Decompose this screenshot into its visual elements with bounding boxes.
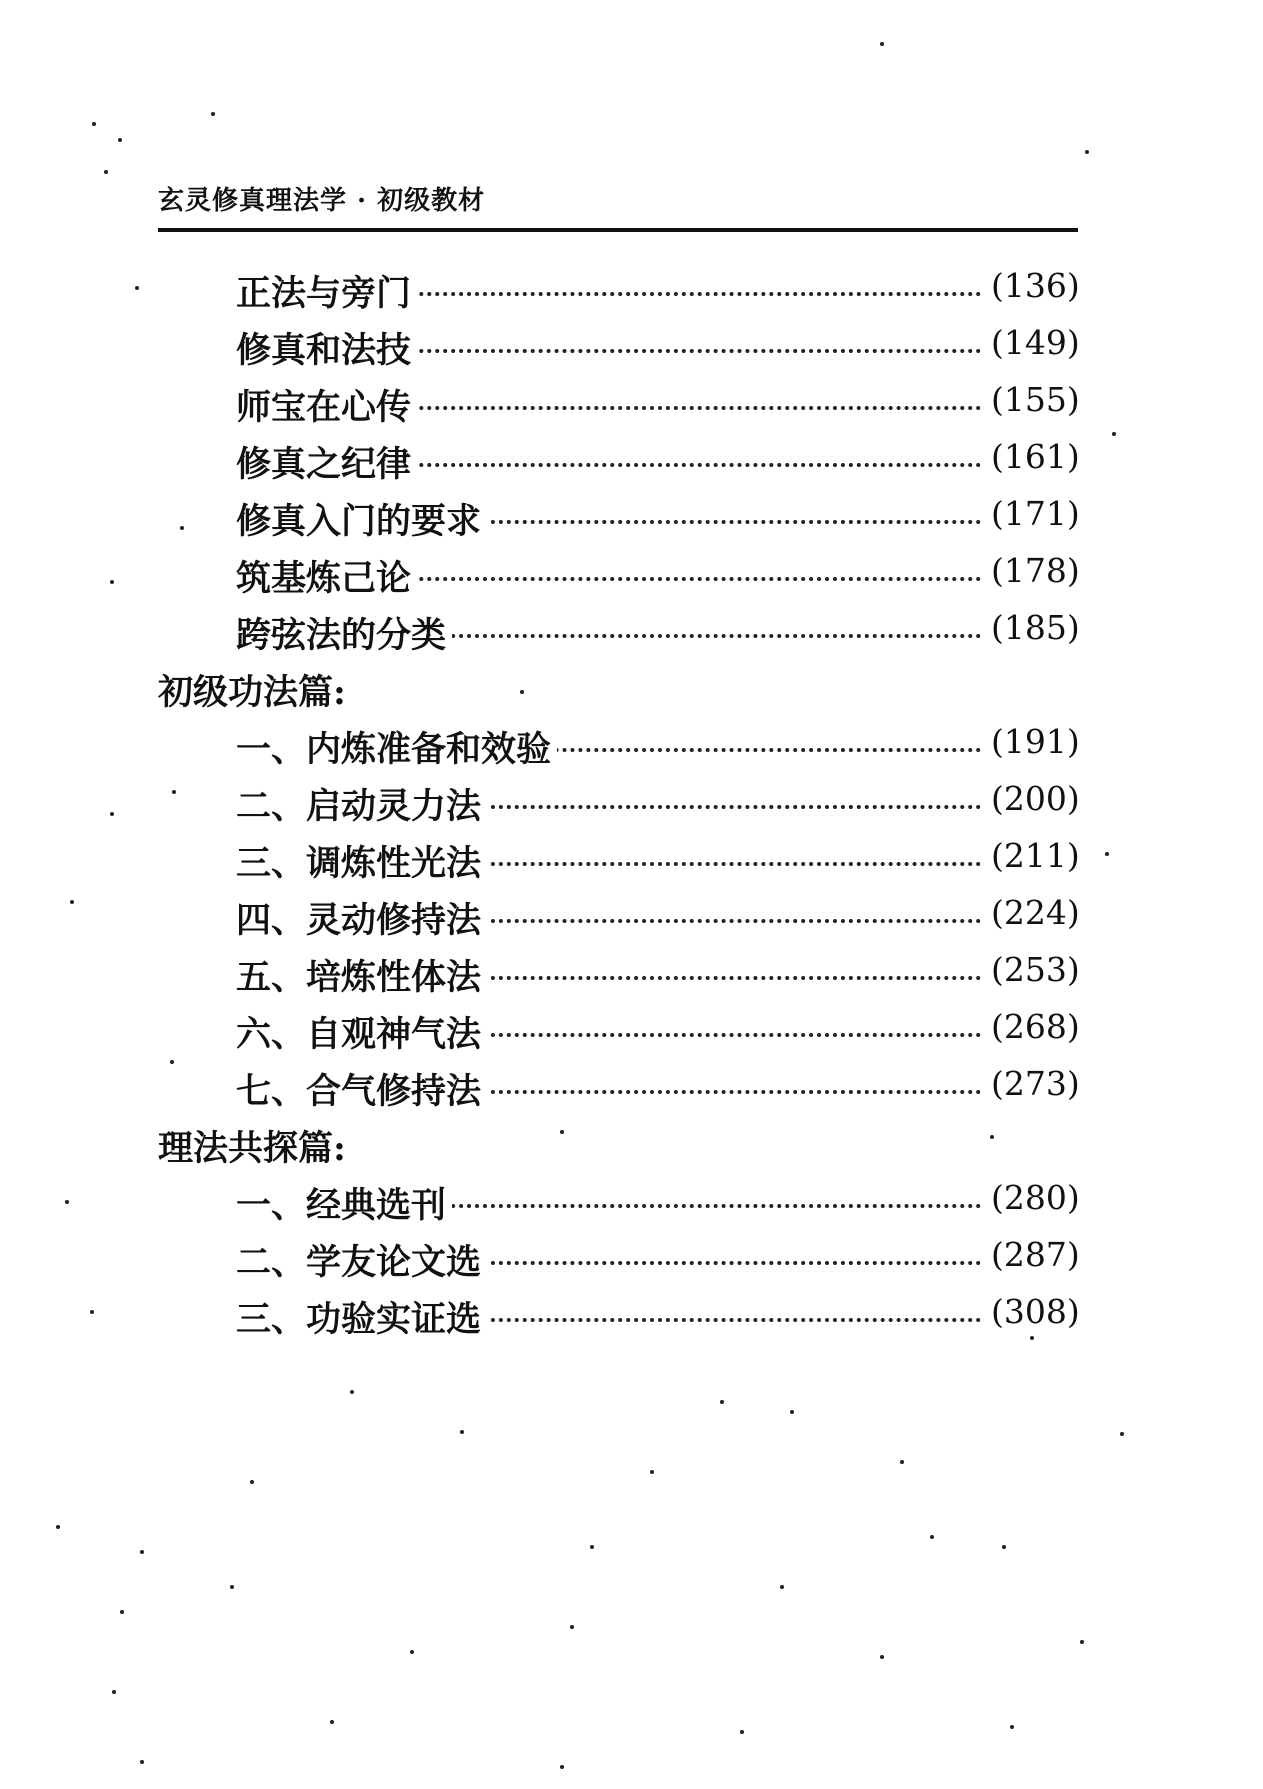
toc-entry-title: 四、灵动修持法 (236, 893, 487, 943)
scan-speck (112, 1690, 116, 1694)
toc-entry[interactable] (0, 889, 1263, 946)
scan-speck (1010, 1725, 1014, 1729)
scan-speck (880, 1655, 884, 1659)
scan-speck (720, 1400, 724, 1404)
toc-entry[interactable] (0, 832, 1263, 889)
toc-entry-page: (253) (985, 950, 1080, 989)
toc-entry-title: 六、自观神气法 (236, 1007, 487, 1057)
toc-entry-title: 师宝在心传 (236, 380, 417, 430)
toc-entry-title: 一、内炼准备和效验 (236, 722, 557, 772)
scan-speck (560, 1765, 564, 1769)
toc-entry[interactable] (0, 262, 1263, 319)
toc-section-title: 理法共探篇: (158, 1128, 346, 1169)
toc-entry-title: 修真入门的要求 (236, 494, 487, 544)
scan-speck (250, 1480, 254, 1484)
scan-speck (590, 1545, 594, 1549)
toc-entry[interactable] (0, 376, 1263, 433)
scan-speck (790, 1410, 794, 1414)
toc-entry-page: (178) (985, 551, 1080, 590)
toc-entry-title: 七、合气修持法 (236, 1064, 487, 1114)
toc-entry-title: 三、功验实证选 (236, 1292, 487, 1342)
toc-entry-title: 正法与旁门 (236, 266, 417, 316)
toc-entry-page: (149) (985, 323, 1080, 362)
scan-speck (350, 1390, 354, 1394)
toc-entry-title: 二、学友论文选 (236, 1235, 487, 1285)
scan-speck (780, 1585, 784, 1589)
scan-speck (104, 170, 108, 174)
toc-section-title: 初级功法篇: (158, 672, 346, 713)
toc-entry[interactable] (0, 946, 1263, 1003)
scan-speck (118, 138, 122, 142)
toc-entry-page: (185) (985, 608, 1080, 647)
scan-speck (880, 42, 884, 46)
running-head: 玄灵修真理法学 · 初级教材 (158, 186, 486, 216)
scan-speck (230, 1585, 234, 1589)
toc-entry-page: (161) (985, 437, 1080, 476)
toc-entry-title: 五、培炼性体法 (236, 950, 487, 1000)
scan-speck (56, 1525, 60, 1529)
toc-entry[interactable] (0, 1003, 1263, 1060)
scan-speck (1120, 1432, 1124, 1436)
table-of-contents (0, 262, 1263, 1345)
toc-entry[interactable] (0, 433, 1263, 490)
scan-speck (570, 1625, 574, 1629)
scan-speck (900, 1460, 904, 1464)
header-rule (158, 228, 1078, 232)
toc-entry-title: 三、调炼性光法 (236, 836, 487, 886)
scan-speck (120, 1610, 124, 1614)
toc-entry-page: (191) (985, 722, 1080, 761)
toc-entry[interactable] (0, 1174, 1263, 1231)
scan-speck (650, 1470, 654, 1474)
toc-entry-title: 修真之纪律 (236, 437, 417, 487)
scan-speck (1002, 1545, 1006, 1549)
scan-speck (930, 1535, 934, 1539)
scan-speck (330, 1720, 334, 1724)
scan-speck (140, 1760, 144, 1764)
toc-entry-title: 一、经典选刊 (236, 1178, 452, 1228)
scan-speck (1085, 150, 1089, 154)
toc-entry[interactable] (0, 1060, 1263, 1117)
toc-entry-title: 跨弦法的分类 (236, 608, 452, 658)
toc-entry-page: (171) (985, 494, 1080, 533)
scan-speck (410, 1650, 414, 1654)
scan-speck (1080, 1640, 1084, 1644)
toc-section (0, 1117, 1263, 1174)
toc-entry-page: (211) (985, 836, 1080, 875)
scan-speck (140, 1550, 144, 1554)
toc-entry-page: (200) (985, 779, 1080, 818)
scan-speck (740, 1730, 744, 1734)
toc-entry[interactable] (0, 775, 1263, 832)
toc-entry[interactable] (0, 1231, 1263, 1288)
toc-entry[interactable] (0, 1288, 1263, 1345)
scan-speck (211, 112, 215, 116)
toc-entry[interactable] (0, 319, 1263, 376)
toc-entry[interactable] (0, 547, 1263, 604)
toc-entry-page: (136) (985, 266, 1080, 305)
toc-entry-title: 筑基炼己论 (236, 551, 417, 601)
toc-entry-page: (273) (985, 1064, 1080, 1103)
scan-speck (460, 1430, 464, 1434)
toc-entry-page: (308) (985, 1292, 1080, 1331)
toc-entry-page: (155) (985, 380, 1080, 419)
toc-entry-page: (268) (985, 1007, 1080, 1046)
toc-entry[interactable] (0, 604, 1263, 661)
toc-entry[interactable] (0, 490, 1263, 547)
toc-section (0, 661, 1263, 718)
toc-entry[interactable] (0, 718, 1263, 775)
toc-entry-page: (287) (985, 1235, 1080, 1274)
toc-entry-title: 修真和法技 (236, 323, 417, 373)
toc-entry-page: (280) (985, 1178, 1080, 1217)
scan-speck (92, 122, 96, 126)
toc-entry-title: 二、启动灵力法 (236, 779, 487, 829)
toc-entry-page: (224) (985, 893, 1080, 932)
